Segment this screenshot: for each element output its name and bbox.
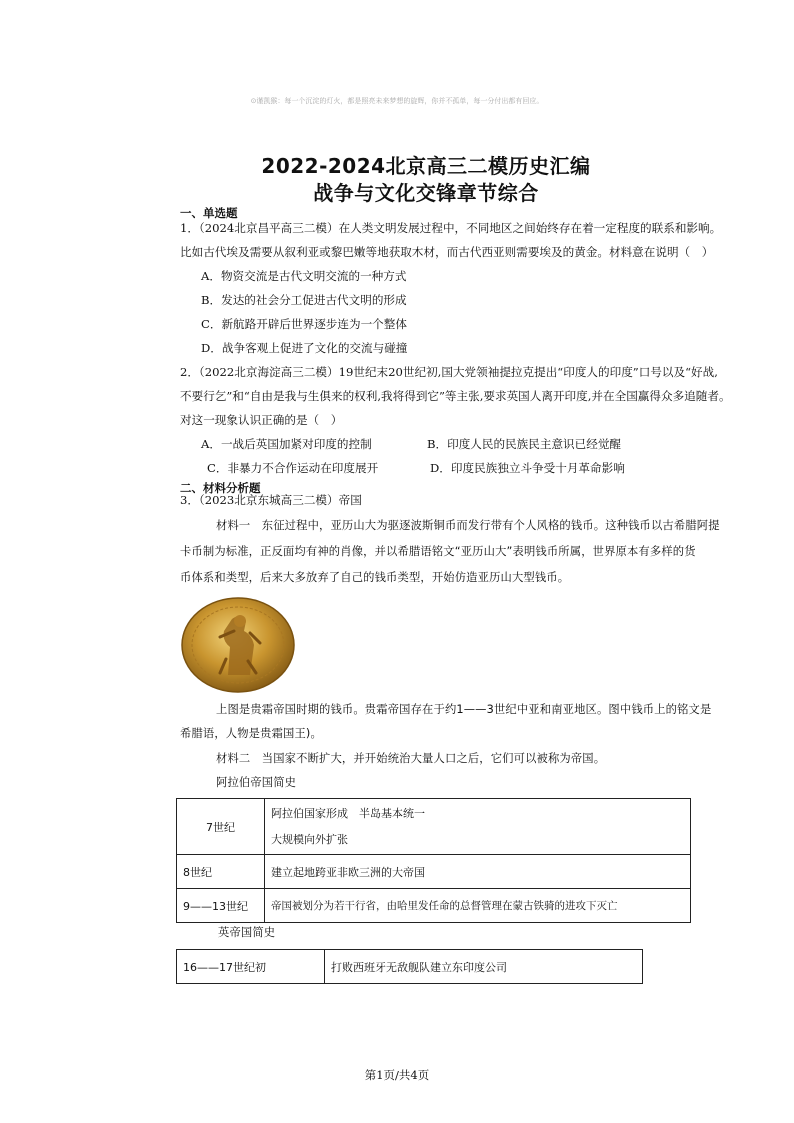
table-row [177, 950, 643, 984]
british-empire-table-title: 英帝国简史 [218, 926, 276, 939]
arab-row2-event: 建立起地跨亚非欧三洲的大帝国 [265, 855, 691, 889]
question-1-option-c: C．新航路开辟后世界逐步连为一个整体 [201, 317, 407, 331]
question-1-options [201, 264, 407, 360]
question-1-stem [180, 216, 792, 264]
brit-row1-event: 打败西班牙无敌舰队建立东印度公司 [325, 950, 643, 984]
arab-row1-event-line1: 阿拉伯国家形成 半岛基本统一 [271, 806, 425, 820]
question-2-line3: 对这一现象认识正确的是（ ） [180, 413, 343, 427]
british-empire-table [176, 949, 643, 984]
question-2-stem [180, 360, 792, 432]
material-1-line2: 卡币制为标准，正反面均有神的肖像，并以希腊语铭文“亚历山大”表明钱币所属，世界原本有多样的货 [180, 545, 696, 558]
arab-row3-event: 帝国被划分为若干行省，由哈里发任命的总督管理在蒙古铁骑的进攻下灭亡 [265, 889, 691, 923]
question-2-option-c: C．非暴力不合作运动在印度展开 [207, 461, 379, 475]
section-single-choice: 一、单选题 [180, 206, 238, 220]
arab-row1-period: 7世纪 [177, 799, 265, 855]
question-3-head: 3．（2023北京东城高三二模）帝国 [180, 493, 362, 507]
doc-title-line2: 战争与文化交锋章节综合 [313, 181, 539, 205]
question-1-line2: 比如古代埃及需要从叙利亚或黎巴嫩等地获取木材，而古代西亚则需要埃及的黄金。材料意在说明（ ） [180, 245, 714, 259]
doc-title-line1: 2022-2024北京高三二模历史汇编 [261, 154, 591, 178]
coin-caption-line1: 上图是贵霜帝国时期的钱币。贵霜帝国存在于约1——3世纪中亚和南亚地区。图中钱币上的铭文是 [216, 703, 712, 716]
question-2-line1: 2．（2022北京海淀高三二模）19世纪末20世纪初,国大党领袖提拉克提出“印度人的印度”口号以及“好战, [180, 365, 718, 379]
table-row [177, 799, 691, 855]
arab-row2-period: 8世纪 [177, 855, 265, 889]
page-footer: 第1页/共4页 [364, 1068, 430, 1082]
question-2-option-a: A．一战后英国加紧对印度的控制 [201, 437, 372, 451]
brit-row1-period: 16——17世纪初 [177, 950, 325, 984]
arab-empire-table [176, 798, 691, 923]
question-1-option-a: A．物资交流是古代文明交流的一种方式 [201, 269, 407, 283]
material-2: 材料二 当国家不断扩大，并开始统治大量人口之后，它们可以被称为帝国。 [216, 752, 606, 765]
arab-row1-event [265, 799, 691, 855]
question-2-option-b: B．印度人民的民族民主意识已经觉醒 [427, 437, 622, 451]
material-1-line1: 材料一 东征过程中，亚历山大为驱逐波斯铜币而发行带有个人风格的钱币。这种钱币以古希腊阿提 [216, 519, 720, 532]
question-1-option-d: D．战争客观上促进了文化的交流与碰撞 [201, 341, 408, 355]
question-1-line1: 1．（2024北京昌平高三二模）在人类文明发展过程中，不同地区之间始终存在着一定程度的联系和影响。 [180, 221, 722, 235]
watermark: ⊙谨凯猴：每一个沉淀的灯火，都是照亮未来梦想的旋辉，你并不孤单，每一分付出都有回应。 [250, 97, 544, 105]
table-row [177, 889, 691, 923]
section-material-analysis: 二、材料分析题 [180, 481, 261, 495]
table-row [177, 855, 691, 889]
material-1-line3: 币体系和类型，后来大多放弃了自己的钱币类型，开始仿造亚历山大型钱币。 [180, 571, 570, 584]
kushan-coin-image [180, 597, 296, 693]
arab-row1-event-line2: 大规模向外扩张 [271, 832, 348, 846]
arab-empire-table-title: 阿拉伯帝国简史 [216, 776, 297, 789]
question-2-option-d: D．印度民族独立斗争受十月革命影响 [430, 461, 625, 475]
question-2-line2: 不要行乞”和“自由是我与生俱来的权利,我将得到它”等主张,要求英国人离开印度,并在全国赢得众多追随者。 [180, 389, 731, 403]
coin-caption-line2: 希腊语，人物是贵霜国王)。 [180, 727, 322, 740]
arab-row3-period: 9——13世纪 [177, 889, 265, 923]
question-1-option-b: B．发达的社会分工促进古代文明的形成 [201, 293, 407, 307]
